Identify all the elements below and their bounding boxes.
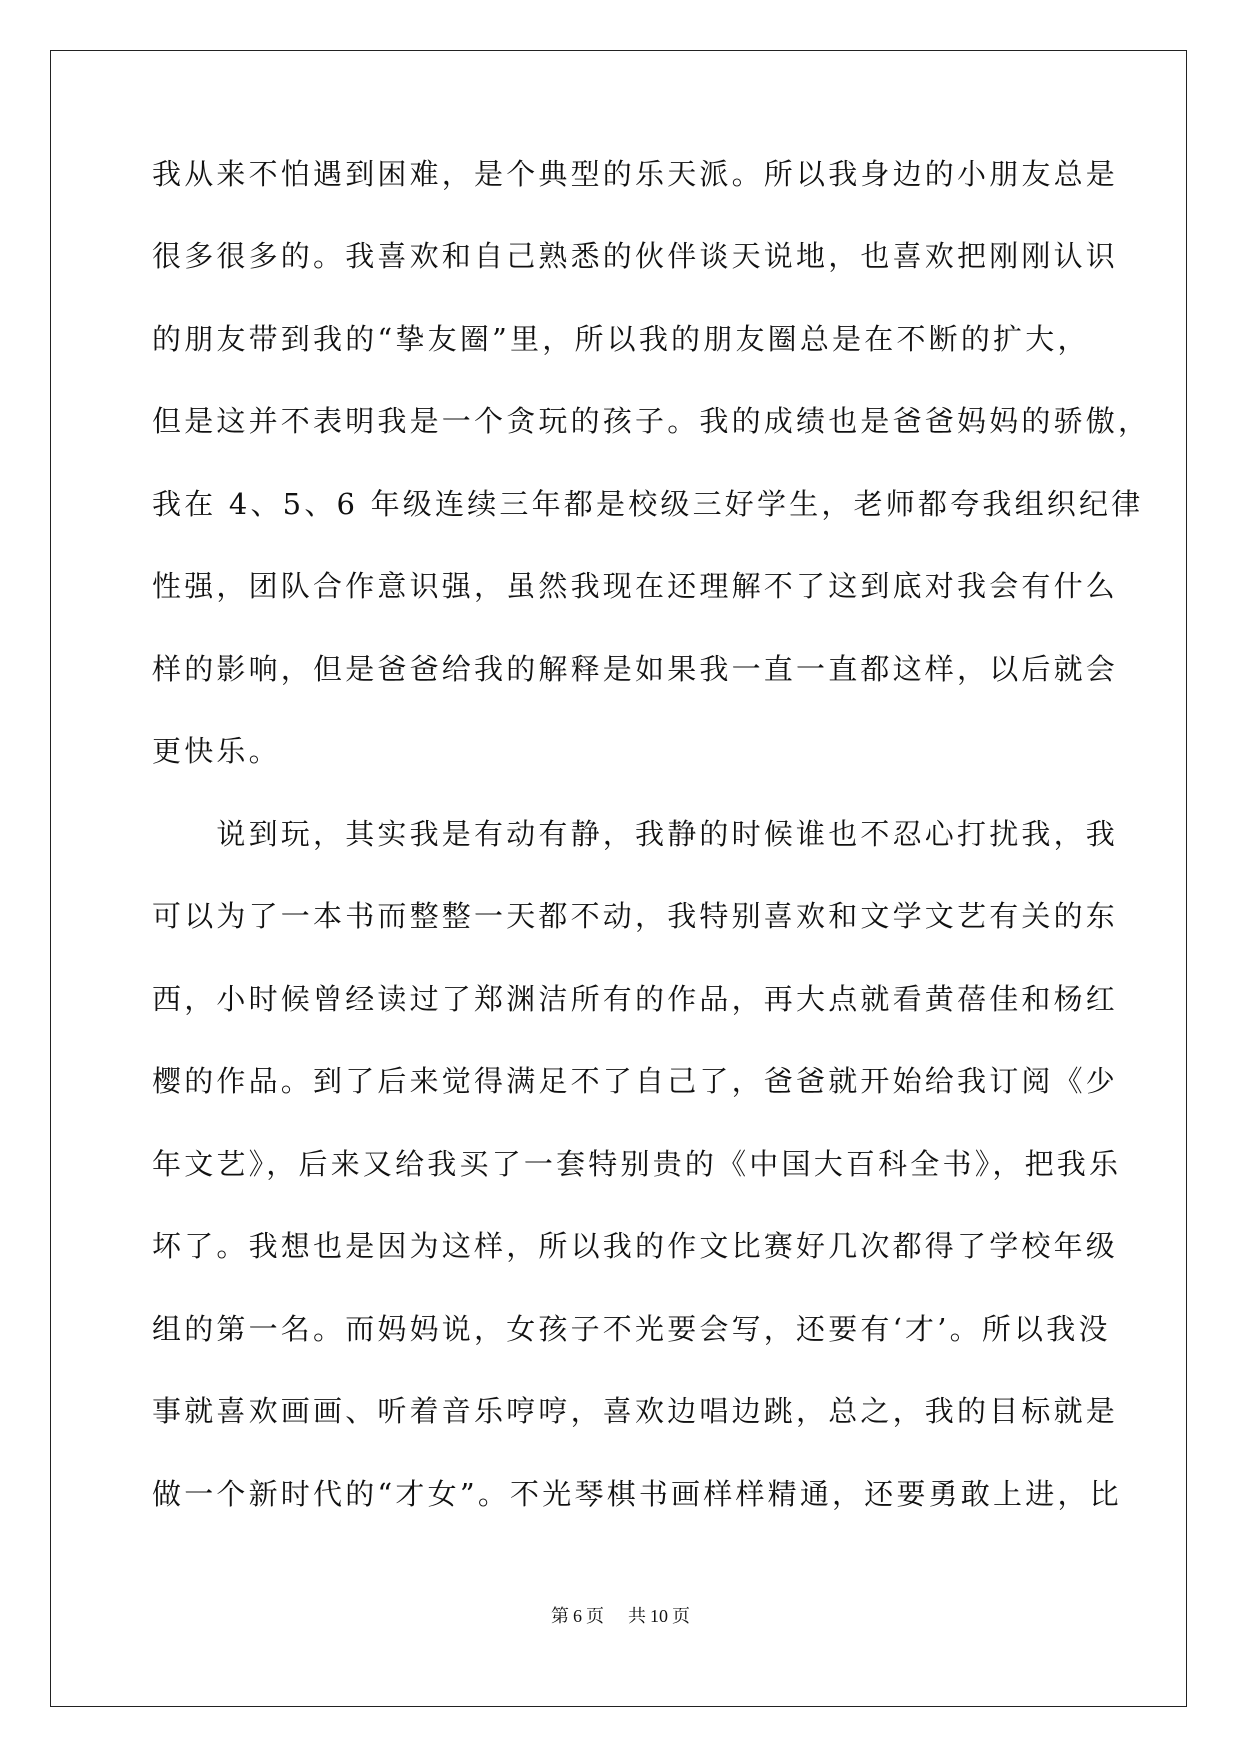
page-number: 6 — [573, 1606, 582, 1626]
body-text-line-15: 组的第一名。而妈妈说，女孩子不光要会写，还要有‘才’。所以我没 — [152, 1312, 1111, 1346]
body-text-line-8: 更快乐。 — [152, 734, 281, 768]
body-text-line-17: 做一个新时代的“才女”。不光琴棋书画样样精通，还要勇敢上进，比 — [152, 1477, 1122, 1511]
page-prefix: 第 — [551, 1606, 569, 1627]
body-text-line-16: 事就喜欢画画、听着音乐哼哼，喜欢边唱边跳，总之，我的目标就是 — [152, 1394, 1119, 1428]
body-text-line-13: 年文艺》，后来又给我买了一套特别贵的《中国大百科全书》，把我乐 — [152, 1147, 1122, 1181]
body-text-line-7: 样的影响，但是爸爸给我的解释是如果我一直一直都这样，以后就会 — [152, 652, 1119, 686]
body-text-line-14: 坏了。我想也是因为这样，所以我的作文比赛好几次都得了学校年级 — [152, 1229, 1119, 1263]
total-pages: 10 — [650, 1606, 668, 1626]
total-suffix: 页 — [672, 1606, 690, 1627]
body-text-line-1: 我从来不怕遇到困难，是个典型的乐天派。所以我身边的小朋友总是 — [152, 157, 1119, 191]
page-border — [50, 50, 1187, 1707]
page-footer — [0, 1604, 1241, 1629]
body-text-line-2: 很多很多的。我喜欢和自己熟悉的伙伴谈天说地，也喜欢把刚刚认识 — [152, 239, 1119, 273]
body-text-line-3: 的朋友带到我的“挚友圈”里，所以我的朋友圈总是在不断的扩大， — [152, 322, 1090, 356]
body-text-line-6: 性强，团队合作意识强，虽然我现在还理解不了这到底对我会有什么 — [152, 569, 1119, 603]
total-prefix: 共 — [628, 1606, 646, 1627]
body-text-line-10: 可以为了一本书而整整一天都不动，我特别喜欢和文学文艺有关的东 — [152, 899, 1119, 933]
body-text-line-12: 樱的作品。到了后来觉得满足不了自己了，爸爸就开始给我订阅《少 — [152, 1064, 1119, 1098]
body-text-line-4: 但是这并不表明我是一个贪玩的孩子。我的成绩也是爸爸妈妈的骄傲， — [152, 404, 1151, 438]
page-suffix: 页 — [586, 1606, 604, 1627]
body-text-line-9: 说到玩，其实我是有动有静，我静的时候谁也不忍心打扰我，我 — [152, 817, 1119, 851]
body-text-line-11: 西，小时候曾经读过了郑渊洁所有的作品，再大点就看黄蓓佳和杨红 — [152, 982, 1119, 1016]
body-text-line-5: 我在 4、5、6 年级连续三年都是校级三好学生，老师都夸我组织纪律 — [152, 487, 1144, 521]
